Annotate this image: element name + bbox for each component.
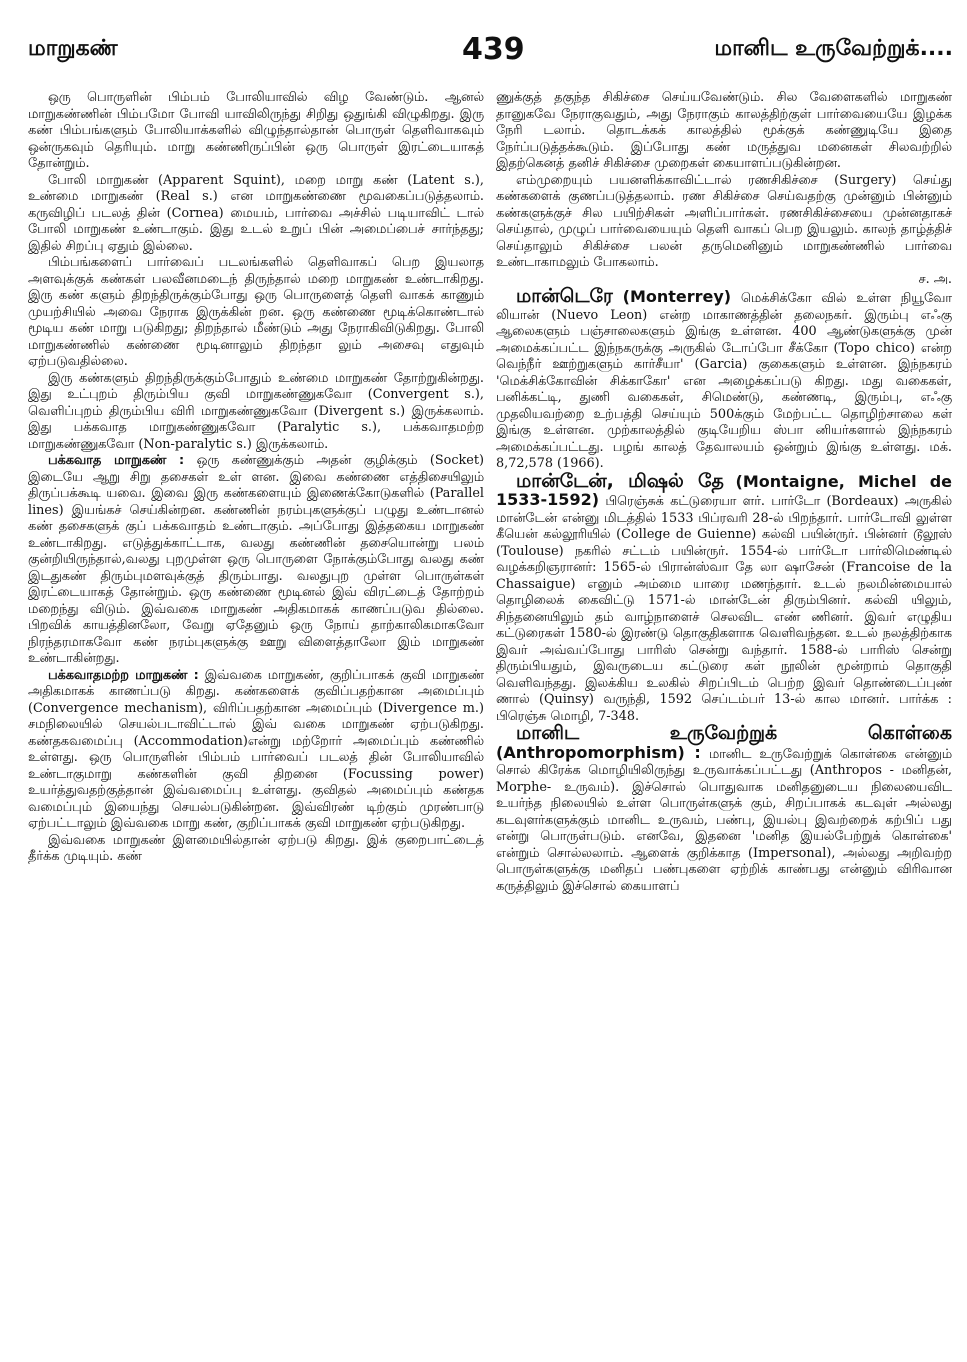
running-head-right: மானிட உருவேற்றுக்.... xyxy=(714,36,953,61)
entry-monterrey xyxy=(496,285,952,473)
page-number: 439 xyxy=(462,32,525,67)
running-head-left: மாறுகண் xyxy=(28,36,118,61)
page-header xyxy=(28,32,953,76)
entry-headword-english: (Montaigne, Michel de 1533-1592) xyxy=(496,471,952,509)
section-title: பக்கவாத மாறுகண் : xyxy=(48,453,185,468)
entry-headword-english: (Monterrey) xyxy=(622,287,732,306)
entry-text: பிரெஞ்சுக் கட்டுரையா ளர். பார்டோ (Bordeaux) அருகில் மான்டேன் என்னு மிடத்தில் 1533 பிப்ரவரி 28-ல் பிறந்தார். பார்டோவி லுள்ள கீயென் கல்லூரியில் (College de Guienne) கல்வி பயின்ருர். பின்னர் டூலூஸ் (Toulouse) நகரில் சட்டம் பயின்ருர். 1554-ல் பார்டோ பார்லிமெண்டில் வழக்கறிஞரானர்: 1565-ல் பிரான்ஸ்வா தே லா ஷாசேன் (Francoise de la Chassaigue) எனும் அம்மை யாரை மணந்தார். உடல் நலமின்மையால் தொழிலைக் கைவிட்டு 1571-ல் மான்டேன் திரும்பினர். கல்வி யிலும், சிந்தனையிலும் தம் வாழ்நாளைச் செலவிட எண் ணினர். இவர் எழுதிய கட்டுரைகள் 1580-ல் இரண்டு தொகுதிகளாக வெளிவந்தன. உடல் நலத்திற்காக இவர் அவ்வப்போது பாரிஸ் சென்று வந்தார். 1588-ல் பாரிஸ் சென்று திரும்பியதும், இவருடைய கட்டுரை கள் நூலின் மூன்றாம் தொகுதி வெளிவந்தது. இலக்கிய உலகில் சிறப்பிடம் பெற்ற இவர் தொண்டைப்புண் ணால் (Quinsy) வருந்தி, 1592 செப்டம்பர் 13-ல் கால மானர். பார்க்க : பிரெஞ்சு மொழி, 7-348. xyxy=(496,494,952,724)
author-initials: ச. அ. xyxy=(918,271,952,287)
section-non-paralytic xyxy=(28,668,484,833)
entry-headword-english: (Anthropomorphism) : xyxy=(496,742,701,762)
paragraph: ணுக்குத் தகுந்த சிகிச்சை செய்யவேண்டும். சில வேளைகளில் மாறுகண் தானுகவே நேராகுவதும், அது நேராகும் காலத்திற்குள் பார்வையையே இழக்க நேரி டலாம். தொடக்கக் காலத்தில் மூக்குக் கண்ணுடியே இதை நேர்ப்படுத்தக்கூடும். இப்போது கண் மருத்துவ மனைகள் சிலவற்றில் இதற்கெனத் தனிச் சிகிச்சை முறைகள் கையாளப்படுகின்றன. xyxy=(496,90,952,171)
entry-text: மெக்சிக்கோ வில் உள்ள நியூவோ லியான் (Nuevo Leon) என்ற மாகாணத்தின் தலைநகர். இரும்பு எஃகு ஆலைகளும் பஞ்சாலைகளும் இங்கு உள்ளன. 400 ஆண்டுகளுக்கு முன் அமைக்கப்பட்ட இந்நகருக்கு அருகில் டோப்போ சீக்கோ (Topo chico) என்ற வெந்நீர் ஊற்றுகளும் கார்சீயா' (Garcia) குகைகளும் உள்ளன. இந்நகரம் 'மெக்சிக்கோவின் சிக்காகோ' என அழைக்கப்படு கிறது. மது வகைகள், பனிக்கட்டி, துணி வகைகள், சிமெண்டு, கண்ணடி, இரும்பு, எஃகு முதலியவற்றை உற்பத்தி செய்யும் 500க்கும் மேற்பட்ட தொழிற்சாலை கள் இங்கு உள்ளன. முற்காலத்தில் குடியேறிய ஸ்பா னியர்களால் இந்நகரம் அமைக்கப்பட்டது. பழங் காலத் தேவாலயம் ஒன்றும் இங்கு உள்ளது. மக். 8,72,578 (1966). xyxy=(496,291,952,471)
entry-text: மானிட உருவேற்றுக் கொள்கை என்னும் சொல் கிரேக்க மொழியிலிருந்து உருவாக்கப்பட்டது (Anthropos - மனிதன், Morphe- உருவம்). இச்சொல் பொதுவாக மனிதனுடைய நிலையைவிட உயர்ந்த நிலையில் உள்ள பொருள்களுக் கும், சிறப்பாகக் கடவுள் அல்லது கடவுளர்களுக்கும் மானிட உருவம், பண்பு, இயல்பு இவற்றைக் கற்பிப் பது என்று பொருள்படும். எனவே, இதனை 'மனித இயல்பேற்றுக் கொள்கை' என்றும் சொல்லலாம். ஆளைக் குறிக்காத (Impersonal), அல்லது அறிவற்ற பொருள்களுக்கு மனிதப் பண்புகளை ஏற்றிக் காண்பது என்னும் விரிவான கருத்திலும் இச்சொல் கையாளப் xyxy=(496,746,952,894)
paragraph: எம்முறையும் பயனளிக்காவிட்டால் ரணசிகிச்சை (Surgery) செய்து கண்களைக் குணப்படுத்தலாம். ரண சிகிச்சை செய்வதற்கு முன்னும் பின்னும் கண்களுக்குச் சில பயிற்சிகள் அளிப்பார்கள். ரணசிகிச்சையை முன்னதாகச் செய்தால், முழுப் பார்வையையும் தெளி வாகப் பெற இயலும். காலந் தாழ்த்திச் செய்தாலும் சிகிச்சை பலன் தருமெனினும் மாறுகண்ணில் பார்வை உண்டாகாமலும் போகலாம். xyxy=(496,172,952,270)
entry-anthropomorphism xyxy=(496,722,952,895)
section-paralytic xyxy=(28,453,484,668)
paragraph: ஒரு பொருளின் பிம்பம் போலியாவில் விழ வேண்டும். ஆனல் மாறுகண்ணின் பிம்பமோ போவி யாவிலிருந்து சிறிது ஒதுங்கி விழுகிறது. இரு கண் பிம்பங்களும் போலியாக்களில் விழுந்தால்தான் பொருள் தெளிவாகவும் ஒன்ருகவும் தெரியும். மாறு கண்ணிருப்பின் ஒரு பொருள் இரட்டையாகத் தோன்றும். xyxy=(28,90,484,171)
paragraph: இவ்வகை மாறுகண் இளமையில்தான் ஏற்படு கிறது. இக் குறைபாட்டைத் தீர்க்க முடியும். கண் xyxy=(28,832,484,864)
entry-headword: மானிட உருவேற்றுக் கொள்கை xyxy=(516,722,952,744)
paragraph: பிம்பங்களைப் பார்வைப் படலங்களில் தெளிவாகப் பெற இயலாத அளவுக்குக் கண்கள் பலவீனமடைந் திருந்தால் மறை மாறுகண் உண்டாகிறது. இரு கண் களும் திறந்திருக்கும்போது ஒரு பொருளைத் தெளி வாகக் காணும் முயற்சியில் அவை நேராக இருக்கின் றன. ஒரு கண்ணை மூடிக்கொண்டால் மூடிய கண் மாறு படுகிறது; திறந்தால் மீண்டும் அது நேராகிவிடுகிறது. போலி மாறுகண்ணில் கண்ணை மூடினாலும் திறந்தா லும் அசைவு எதுவும் ஏற்படுவதில்லை. xyxy=(28,255,484,369)
right-column xyxy=(496,90,952,1352)
section-text: இவ்வகை மாறுகண், குறிப்பாகக் குவி மாறுகண் அதிகமாகக் காணப்படு கிறது. கண்களைக் குவிப்பதற்கான அமைப்பும் (Convergence mechanism), விரிப்பதற்கான அமைப்பும் (Divergence m.) சமநிலையில் செயல்படாவிட்டால் இவ் வகை மாறுகண் ஏற்படுகிறது. கண்தகவமைப்பு (Accommodation)என்று மற்றோர் அமைப்பும் கண்ணில் உள்ளது. ஒரு பொருளின் பிம்பம் பார்வைப் படலத் தின் போலியாவில் உண்டாகுமாறு கண்களின் குவி திறனை (Focussing power) உயர்த்துவதற்குத்தான் இவ்வமைப்பு உள்ளது. குவிதல் அமைப்பும் கண்தக வமைப்பும் இயைந்து செயல்படுகின்றன. இவ்விரண் டிற்கும் முரண்பாடு ஏற்பட்டாலும் இவ்வகை மாறு கண், குறிப்பாகக் குவி மாறுகண் ஏற்படுகிறது. xyxy=(28,667,484,831)
left-column xyxy=(28,90,484,1352)
paragraph: இரு கண்களும் திறந்திருக்கும்போதும் உண்மை மாறுகண் தோற்றுகின்றது. இது உட்புறம் திரும்பிய குவி மாறுகண்ணுகவோ (Convergent s.), வெளிப்புறம் திரும்பிய விரி மாறுகண்ணுகவோ (Divergent s.) இருக்கலாம். இது பக்கவாத மாறுகண்ணுகவோ (Paralytic s.), பக்கவாதமற்ற மாறுகண்ணுகவோ (Non-paralytic s.) இருக்கலாம். xyxy=(28,370,484,452)
entry-headword: மான்டெரே xyxy=(516,285,613,307)
section-title: பக்கவாதமற்ற மாறுகண் : xyxy=(48,667,199,683)
entry-headword: மான்டேன், மிஷல் தே xyxy=(516,469,724,492)
paragraph: போலி மாறுகண் (Apparent Squint), மறை மாறு கண் (Latent s.), உண்மை மாறுகண் (Real s.) என மாறுகண்ணை மூவகைப்படுத்தலாம். கருவிழிப் படலத் தின் (Cornea) மையம், பார்வை அச்சில் படியாவிட் டால் போலி மாறுகண் உண்டாகும். இது உடல் உறுப் பின் அமைப்பைச் சார்ந்தது; இதில் சிறப்பு ஏதும் இல்லை. xyxy=(28,172,484,254)
entry-montaigne xyxy=(496,469,952,726)
section-text: ஒரு கண்ணுக்கும் அதன் குழிக்கும் (Socket) இடையே ஆறு சிறு தசைகள் உள் ளன. இவை கண்ணை எத்திசையிலும் திருப்பக்கூடி யவை. இவை இரு கண்களையும் இணைக்கோடுகளில் (Parallel lines) இயங்கச் செய்கின்றன. கண்ணின் நரம்புகளுக்குப் பழுது உண்டானல் கண் தசைகளுக் குப் பக்கவாதம் உண்டாகும். அப்போது இத்தகைய மாறுகண் உண்டாகிறது. எடுத்துக்காட்டாக, வலது கண்ணின் தசையொன்று பலம் குன்றியிருந்தால்,வலது புறமுள்ள ஒரு பொருளை நோக்கும்போது வலது கண் இடதுகண் திரும்புமளவுக்குத் திரும்பாது. வலதுபுற முள்ள பொருள்கள் இரட்டையாகத் தோன்றும். ஒரு கண்ணை மூடினல் இவ் விரட்டைத் தோற்றம் மறைந்து விடும். இவ்வகை மாறுகண் அதிகமாகக் காணப்படுவ தில்லை. பிறவிக் காயத்தினலோ, வேறு ஏதேனும் ஒரு நோய் தாற்காலிகமாகவோ நிரந்தரமாகவோ கண் நரம்புகளுக்கு ஊறு விளைத்தாலோ இம் மாறுகண் உண்டாகின்றது. xyxy=(28,453,484,666)
